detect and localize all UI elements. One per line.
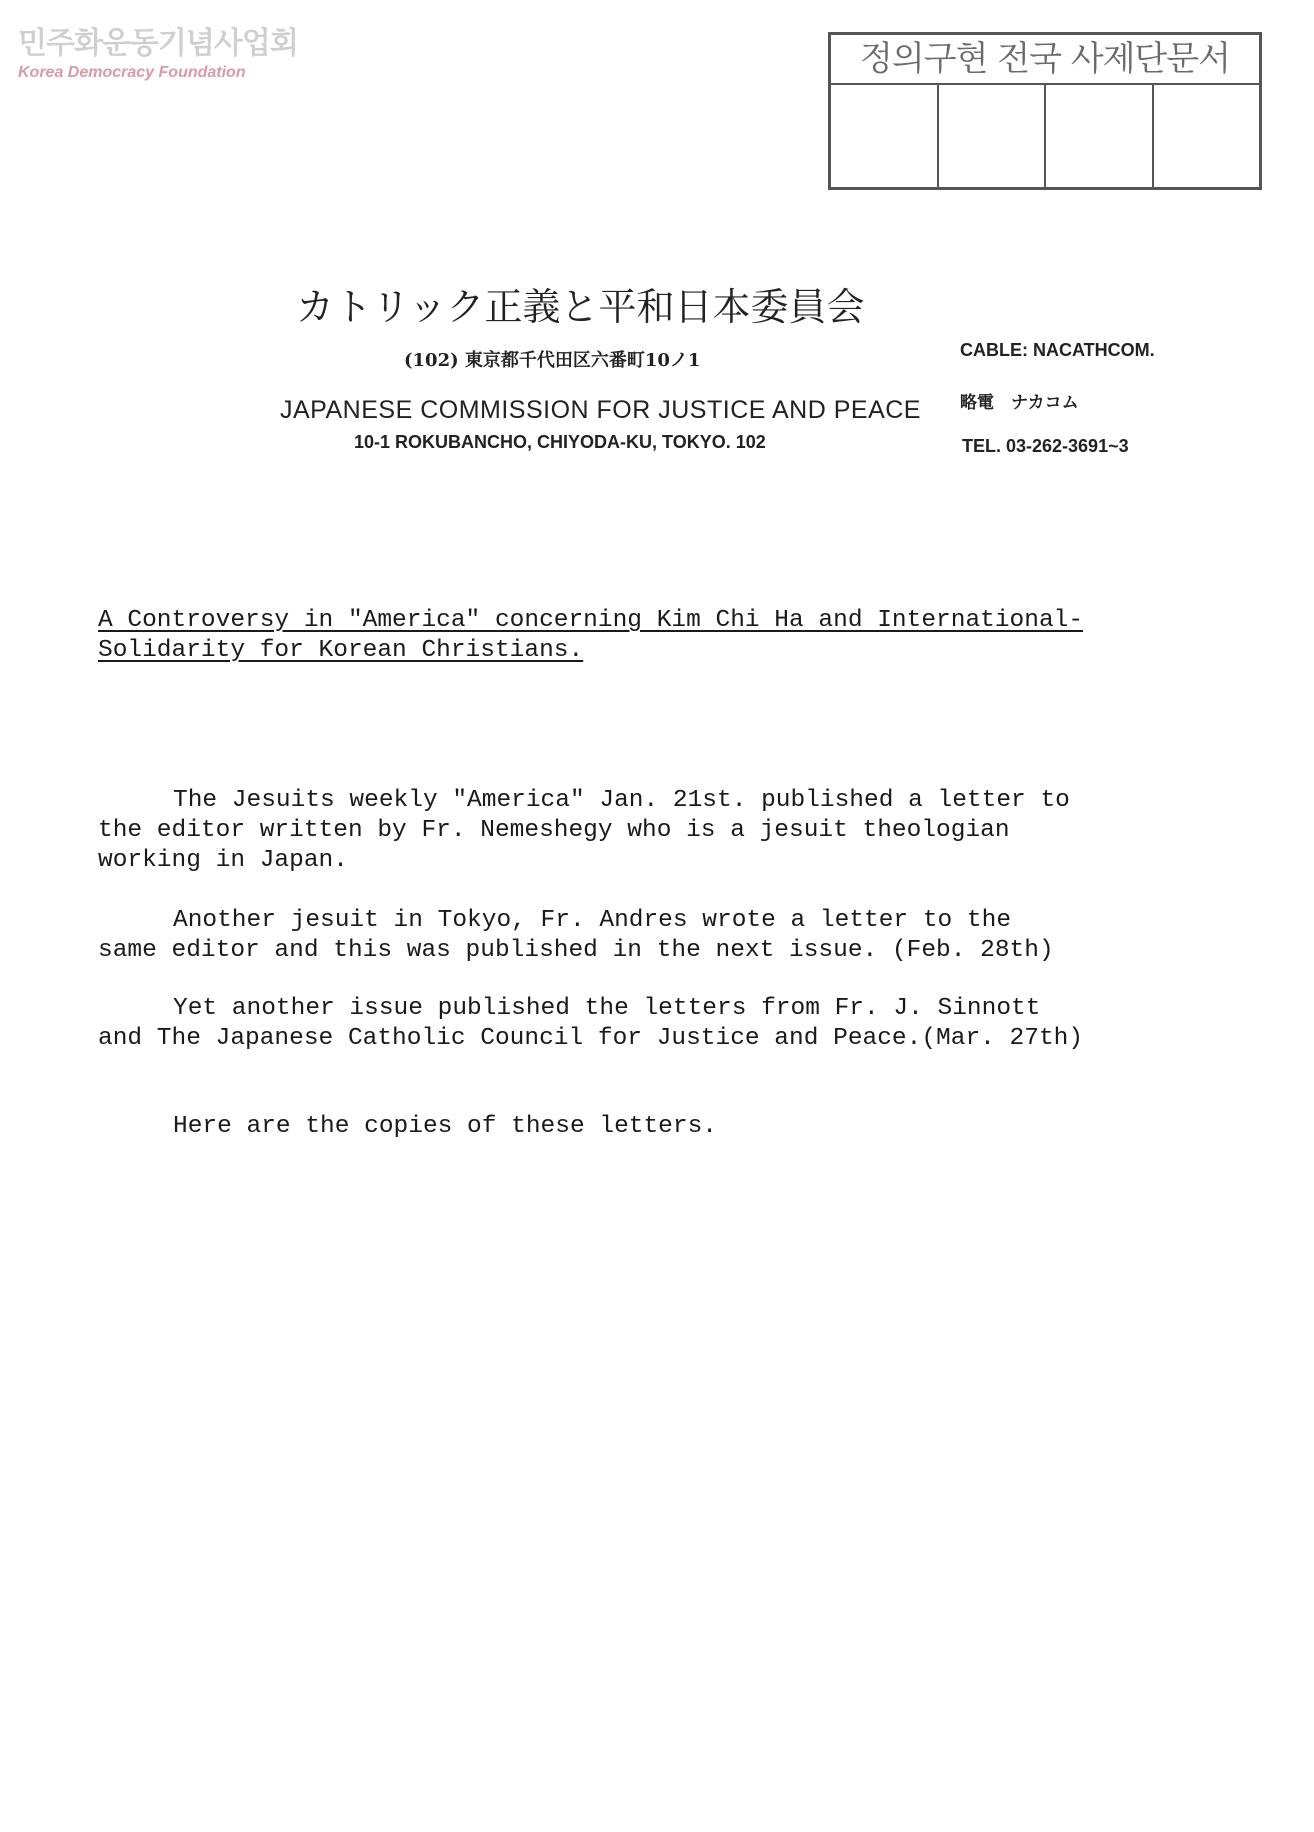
paragraph-2 (98, 906, 1054, 966)
paragraph-line: Here are the copies of these letters. (173, 1113, 717, 1140)
subject-line: A Controversy in "America" concerning Kim Chi Ha and International- (98, 607, 1084, 634)
watermark-english: Korea Democracy Foundation (18, 64, 246, 81)
watermark (18, 18, 298, 82)
letterhead-english-name: JAPANESE COMMISSION FOR JUSTICE AND PEACE (280, 396, 921, 424)
stamp-cell (1046, 85, 1154, 187)
letterhead-japanese-name: カトリック正義と平和日本委員会 (296, 285, 865, 329)
stamp-title: 정의구현 전국 사제단문서 (831, 35, 1259, 85)
paragraph-line: and The Japanese Catholic Council for Justice and Peace.(Mar. 27th) (98, 1025, 1084, 1052)
stamp-cell (831, 85, 939, 187)
letterhead-cable-japanese: 略電 ナカコム (960, 393, 1079, 413)
subject-heading (98, 606, 1083, 666)
subject-line: Solidarity for Korean Christians. (98, 637, 584, 664)
letterhead-japanese-address: (102) 東京都千代田区六番町10ノ1 (404, 350, 701, 371)
stamp-cell (939, 85, 1047, 187)
paragraph-line: Yet another issue published the letters from Fr. J. Sinnott (173, 995, 1041, 1022)
paragraph-line: same editor and this was published in the next issue. (Feb. 28th) (98, 937, 1054, 964)
stamp-cell (1154, 85, 1260, 187)
paragraph-4 (98, 1112, 717, 1142)
letterhead-english-address: 10-1 ROKUBANCHO, CHIYODA-KU, TOKYO. 102 (354, 432, 766, 452)
stamp-cells (831, 85, 1259, 187)
paragraph-line: working in Japan. (98, 847, 348, 874)
paragraph-line: the editor written by Fr. Nemeshegy who is a jesuit theologian (98, 817, 1010, 844)
watermark-korean: 민주화운동기념사업회 (18, 26, 298, 61)
paragraph-1 (98, 786, 1070, 876)
archive-stamp (828, 32, 1262, 190)
letterhead-cable: CABLE: NACATHCOM. (960, 340, 1155, 360)
letterhead-tel: TEL. 03-262-3691~3 (962, 436, 1129, 456)
paragraph-line: Another jesuit in Tokyo, Fr. Andres wrote a letter to the (173, 907, 1012, 934)
paragraph-3 (98, 994, 1083, 1054)
paragraph-line: The Jesuits weekly "America" Jan. 21st. published a letter to (173, 787, 1070, 814)
